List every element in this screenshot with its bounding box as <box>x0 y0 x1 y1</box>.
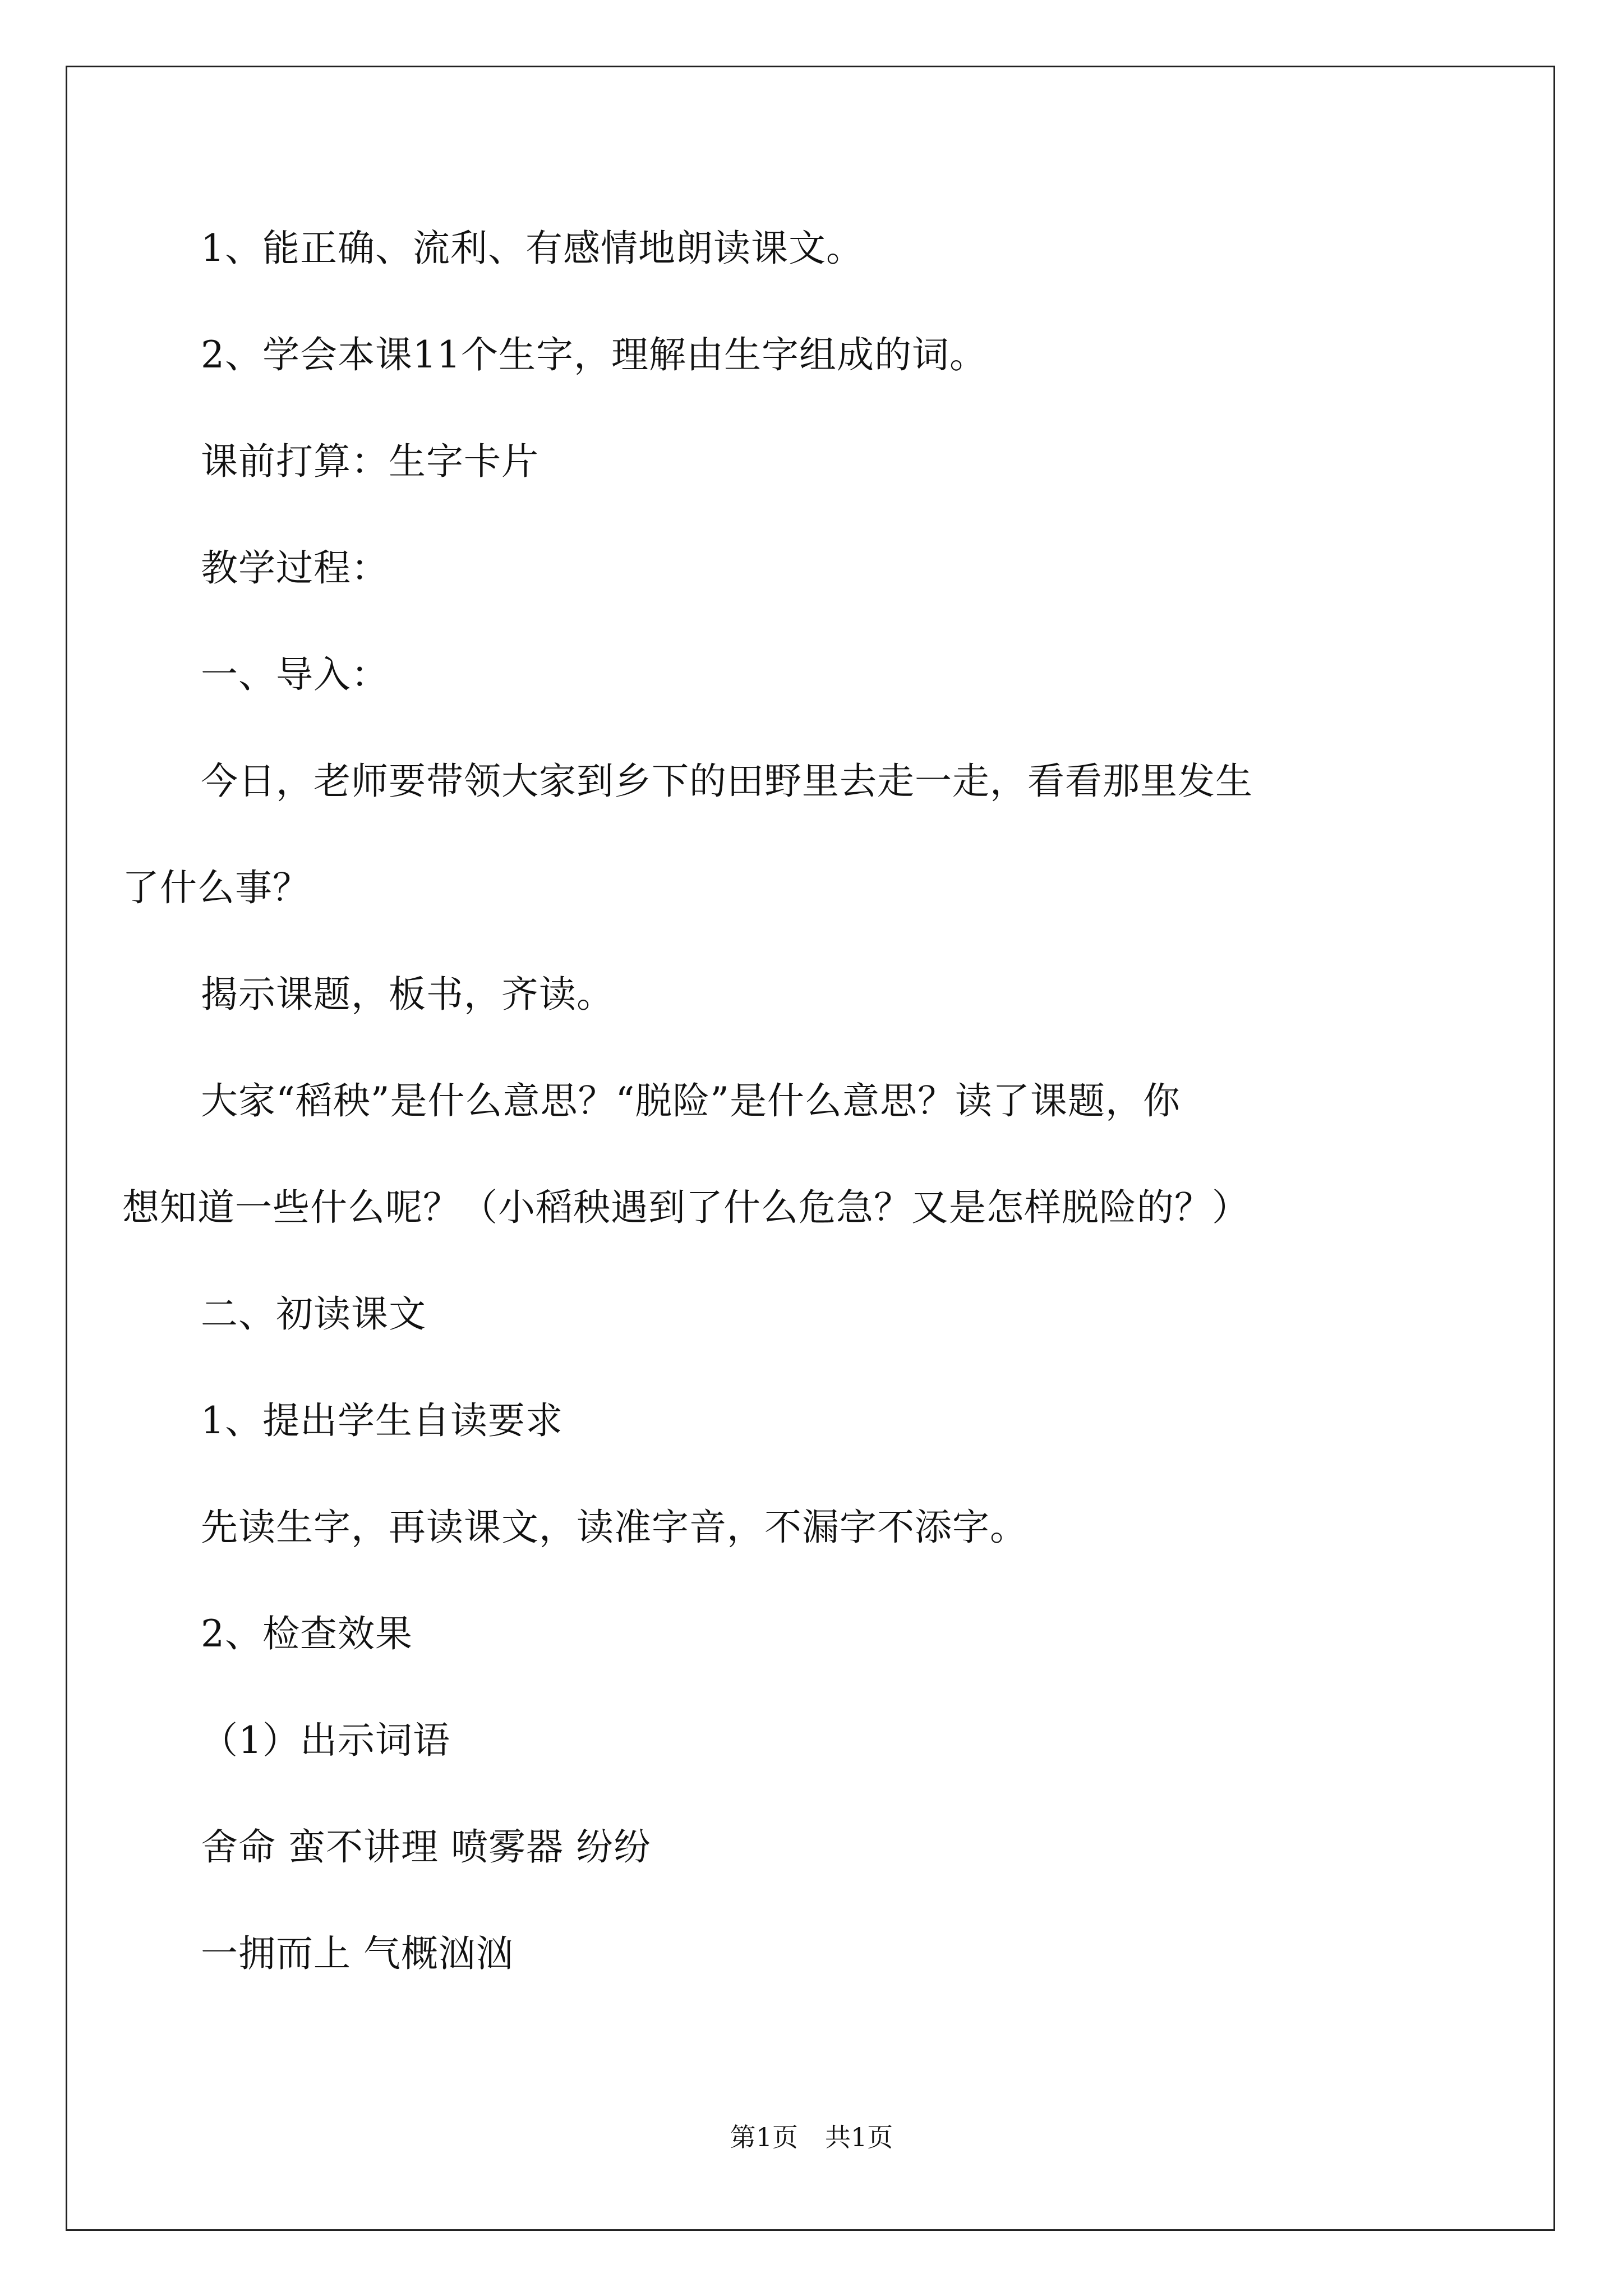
paragraph-self-reading: 1、提出学生自读要求 <box>201 1399 563 1442</box>
section-heading-intro: 一、导入： <box>201 653 389 696</box>
paragraph-check-results: 2、检查效果 <box>201 1612 413 1655</box>
paragraph-word-list-2: 一拥而上 气概汹汹 <box>201 1932 514 1975</box>
paragraph-question-line-2: 想知道一些什么呢？（小稻秧遇到了什么危急？又是怎样脱险的？） <box>122 1186 1249 1229</box>
paragraph-preparation: 课前打算：生字卡片 <box>201 440 539 483</box>
page-footer <box>0 2122 1623 2153</box>
paragraph-reveal-title: 揭示课题，板书，齐读。 <box>201 973 614 1016</box>
paragraph-reading-instructions: 先读生字，再读课文，读准字音，不漏字不添字。 <box>201 1506 1027 1549</box>
paragraph-objective-2: 2、学会本课11个生字，理解由生字组成的词。 <box>201 333 987 376</box>
section-heading-first-reading: 二、初读课文 <box>201 1292 426 1336</box>
paragraph-objective-1: 1、能正确、流利、有感情地朗读课文。 <box>201 227 864 270</box>
page-border <box>66 66 1555 2231</box>
page-total-label: 共1页 <box>825 2122 893 2152</box>
paragraph-process-heading: 教学过程： <box>201 546 389 590</box>
paragraph-intro-line-2: 了什么事？ <box>122 866 310 909</box>
page-number-label: 第1页 <box>730 2122 798 2152</box>
paragraph-question-line-1: 大家“稻秧”是什么意思？“脱险”是什么意思？读了课题，你 <box>201 1079 1181 1122</box>
paragraph-intro-line-1: 今日，老师要带领大家到乡下的田野里去走一走，看看那里发生 <box>201 760 1253 803</box>
paragraph-show-words: （1）出示词语 <box>201 1719 450 1762</box>
paragraph-word-list-1: 舍命 蛮不讲理 喷雾器 纷纷 <box>201 1825 651 1869</box>
